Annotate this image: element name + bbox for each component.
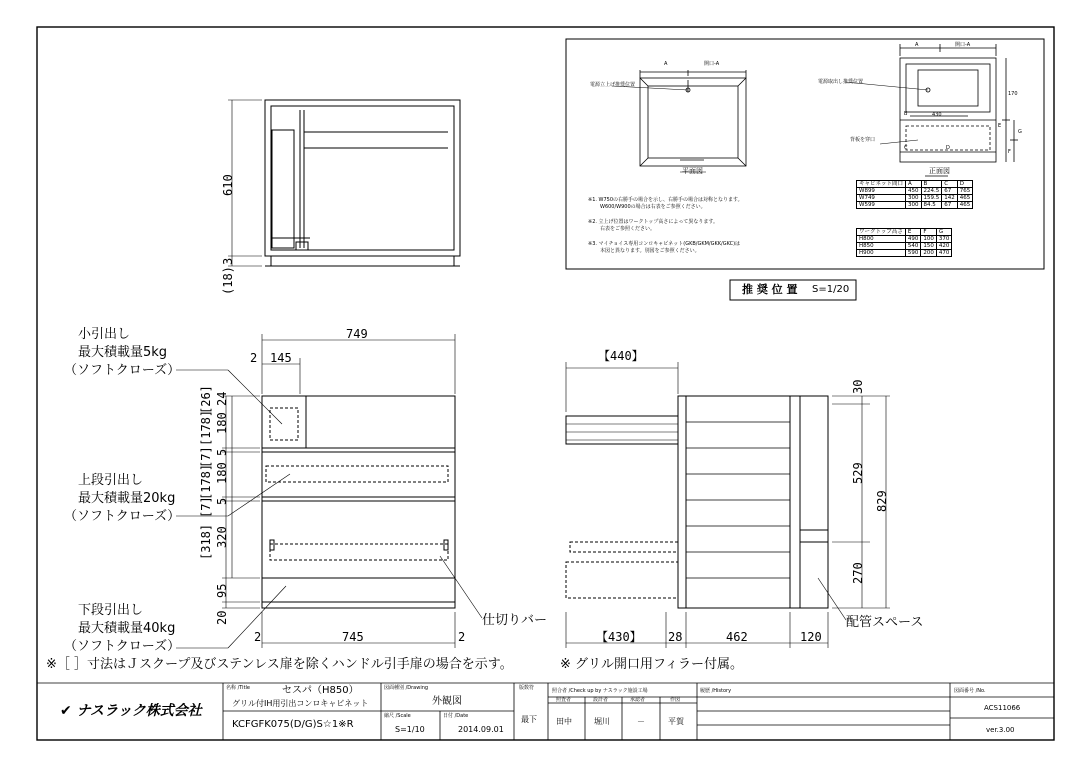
table-cell: 159.5 — [921, 195, 942, 202]
spec-header-cell: B — [921, 181, 942, 188]
approver-name: － — [637, 717, 645, 726]
scale-value: S=1/10 — [395, 725, 425, 734]
front-dim-2-left: 2 — [254, 630, 262, 644]
spec-table-header — [857, 229, 952, 236]
inset-note-3b: 本図と異なります。別図をご参照ください。 — [600, 248, 700, 254]
front-dim-145: 145 — [270, 351, 292, 365]
side-dim-829: 829 — [875, 490, 889, 512]
title-name-label: 名称 /Title — [226, 685, 250, 691]
spec-header-cell: ワークトップ高さ — [857, 229, 906, 236]
table-cell: 465 — [957, 195, 973, 202]
elev-dim-d: D — [946, 145, 950, 151]
col-designer-label: 照査者 — [556, 697, 572, 703]
spec-table-header — [857, 181, 973, 188]
company-logo — [60, 704, 202, 718]
front-bracket-7-a: [7] — [199, 446, 213, 468]
divider-bar-label: 仕切りバー — [482, 613, 548, 628]
title-name-value: セスパ（H850） — [282, 685, 359, 696]
history-label: 履歴 /History — [700, 688, 732, 694]
elev-dim-g: G — [1018, 129, 1022, 135]
checker-name: 堀川 — [594, 717, 610, 726]
table-cell: 300 — [906, 202, 922, 209]
drawing-type-value: 外観図 — [432, 696, 462, 707]
elev-dim-opening: 開口-A — [955, 42, 971, 48]
plan-view-title: 平面図 — [682, 167, 703, 175]
table-cell: 224.5 — [921, 188, 942, 195]
front-dim-24: 24 — [215, 391, 229, 406]
spec-header-cell: キャビネット間口 — [857, 181, 906, 188]
title-name-sub: グリル付IH用引出コンロキャビネット — [232, 699, 369, 708]
top-view-dim-610: 610 — [221, 174, 235, 196]
date-label: 日付 /Date — [443, 713, 469, 719]
spec-header-cell: E — [905, 229, 921, 236]
date-value: 2014.09.01 — [458, 725, 504, 734]
inset-note-2: ※2. 立上げ位置はワークトップ高さによって異なります。 — [588, 219, 719, 225]
side-dim-30: 30 — [851, 379, 865, 394]
table-cell: 465 — [957, 202, 973, 209]
scale-label: 縮尺 /Scale — [384, 713, 411, 719]
check-label: 照合者 /Check up by ナスラック施設工場 — [552, 688, 648, 694]
upper-drawer-capacity: 最大積載量20kg — [78, 491, 176, 506]
table-cell: 67 — [942, 188, 958, 195]
elev-dim-e: E — [998, 123, 1002, 129]
spec-header-cell: F — [921, 229, 937, 236]
elev-dim-f: F — [1008, 149, 1011, 155]
side-dim-430: 【430】 — [596, 630, 642, 644]
table-cell: 370 — [936, 236, 952, 243]
front-dim-180-b: 180 — [215, 462, 229, 484]
inset-note-1: ※1. W750の右勝手の場合を示し、右勝手の場合は対称となります。 — [588, 197, 743, 203]
front-bracket-178-a: [178] — [199, 409, 213, 446]
drawing-number: ACS11066 — [984, 704, 1021, 712]
lower-drawer-softclose: （ソフトクローズ） — [64, 639, 181, 654]
front-bracket-26: [26] — [199, 385, 213, 414]
table-row — [857, 202, 973, 209]
front-bracket-318: [318] — [199, 523, 213, 560]
small-drawer-softclose: （ソフトクローズ） — [64, 363, 181, 378]
table-cell: 420 — [936, 243, 952, 250]
front-dim-2-top: 2 — [250, 351, 258, 365]
table-row — [857, 250, 952, 257]
table-cell: 590 — [905, 250, 921, 257]
front-dim-320: 320 — [215, 526, 229, 548]
elev-dim-a: A — [915, 42, 919, 48]
spec-header-cell: A — [906, 181, 922, 188]
spec-header-cell: G — [936, 229, 952, 236]
inset-note-1b: W600/W900の場合は右表をご参照ください。 — [600, 204, 706, 210]
elev-dim-c: C — [904, 145, 908, 151]
plan-dim-opening: 開口-A — [704, 61, 720, 67]
table-cell: H850 — [857, 243, 906, 250]
spec-header-cell: C — [942, 181, 958, 188]
company-mark-icon: ✔ — [60, 703, 72, 719]
drawing-number-label: 図面番号 /No. — [954, 688, 986, 694]
table-cell: 67 — [942, 202, 958, 209]
table-cell: W599 — [857, 202, 906, 209]
lower-drawer-label: 下段引出し — [78, 603, 144, 618]
table-row — [857, 195, 973, 202]
drawing-version: ver.3.00 — [986, 726, 1015, 734]
cabinet-spec-table — [856, 180, 973, 209]
elev-callout-b: 背板を穿口 — [850, 137, 876, 143]
side-dim-28: 28 — [668, 630, 683, 644]
front-dim-745: 745 — [342, 630, 364, 644]
col-approver-label: 承認者 — [630, 697, 646, 703]
bracket-dimension-note: ※［ ］寸法はＪスクープ及びステンレス扉を除くハンドル引手扉の場合を示す。 — [46, 657, 513, 672]
model-number: KCFGFK075(D/G)S☆1※R — [232, 719, 354, 730]
col-checker-label: 設計者 — [593, 697, 609, 703]
table-cell: 450 — [906, 188, 922, 195]
side-dim-270: 270 — [851, 562, 865, 584]
version-value: 最下 — [521, 715, 537, 724]
recommended-position-scale: S=1/20 — [812, 284, 850, 295]
version-label: 版数符 — [519, 685, 535, 691]
table-cell: 470 — [936, 250, 952, 257]
drafter-name: 平賀 — [668, 717, 684, 726]
small-drawer-label: 小引出し — [78, 327, 131, 342]
front-dim-95: 95 — [215, 583, 229, 598]
table-cell: 100 — [921, 236, 937, 243]
lower-drawer-capacity: 最大積載量40kg — [78, 621, 176, 636]
elev-view-title: 正面図 — [929, 167, 950, 175]
table-cell: 300 — [906, 195, 922, 202]
table-row — [857, 243, 952, 250]
side-dim-462: 462 — [726, 630, 748, 644]
upper-drawer-softclose: （ソフトクローズ） — [64, 509, 181, 524]
col-drafter-label: 作図 — [670, 697, 681, 703]
inset-note-2b: 右表をご参照ください。 — [600, 226, 656, 232]
front-bracket-7-b: [7] — [199, 496, 213, 518]
front-dim-5-b: 5 — [215, 497, 229, 505]
table-cell: 200 — [921, 250, 937, 257]
table-cell: W749 — [857, 195, 906, 202]
table-cell: 84.5 — [921, 202, 942, 209]
spec-header-cell: D — [957, 181, 973, 188]
side-dim-120: 120 — [800, 630, 822, 644]
table-cell: 540 — [905, 243, 921, 250]
inset-note-3: ※3. マイチョイス専用コンロキャビネット(GKB/GKM/GKK/GKC)は — [588, 241, 741, 247]
elev-dim-430: 430 — [932, 112, 942, 118]
side-dim-440: 【440】 — [598, 349, 644, 363]
designer-name: 田中 — [556, 717, 572, 726]
worktop-height-table — [856, 228, 952, 257]
table-cell: W899 — [857, 188, 906, 195]
table-row — [857, 188, 973, 195]
drawing-type-label: 図面種別 /Drawing — [384, 685, 429, 691]
plan-dim-a: A — [664, 61, 668, 67]
table-cell: H800 — [857, 236, 906, 243]
front-dim-749: 749 — [346, 327, 368, 341]
filler-note: ※ グリル開口用フィラー付属。 — [560, 657, 743, 672]
front-dim-2-right: 2 — [458, 630, 466, 644]
side-dim-529: 529 — [851, 462, 865, 484]
table-cell: 142 — [942, 195, 958, 202]
recommended-position-label: 推 奨 位 置 — [742, 283, 798, 296]
table-row — [857, 236, 952, 243]
pipe-space-label: 配管スペース — [846, 615, 924, 630]
plan-callout: 電源立上げ推奨位置 — [590, 82, 636, 88]
table-cell: 490 — [905, 236, 921, 243]
front-dim-180-a: 180 — [215, 412, 229, 434]
company-name: ナスラック株式会社 — [76, 703, 202, 719]
elev-dim-170: 170 — [1008, 91, 1018, 97]
front-dim-20: 20 — [215, 610, 229, 625]
elev-dim-b: B — [904, 111, 908, 117]
elev-callout: 電源取出し推奨位置 — [818, 79, 864, 85]
small-drawer-capacity: 最大積載量5kg — [78, 345, 168, 360]
front-bracket-178-b: [178] — [199, 463, 213, 500]
upper-drawer-label: 上段引出し — [78, 473, 144, 488]
table-cell: 150 — [921, 243, 937, 250]
table-cell: 765 — [957, 188, 973, 195]
table-cell: H900 — [857, 250, 906, 257]
front-dim-5-a: 5 — [215, 448, 229, 456]
top-view-dim-3: 3 — [221, 257, 235, 265]
top-view-dim-18: (18) — [221, 266, 235, 295]
